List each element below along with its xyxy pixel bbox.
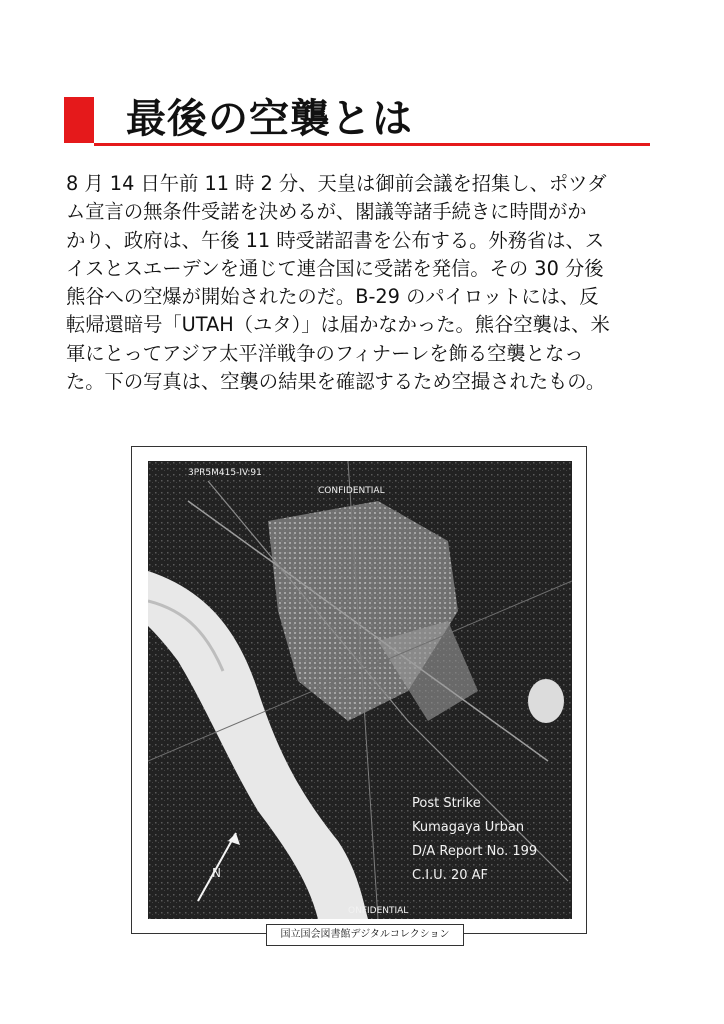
body-paragraph bbox=[66, 170, 666, 396]
body-line: 軍にとってアジア太平洋戦争のフィナーレを飾る空襲となっ bbox=[66, 341, 584, 365]
body-line: 8 月 14 日午前 11 時 2 分、天皇は御前会議を招集し、ポツダ bbox=[66, 172, 607, 195]
annotation-line: D/A Report No. 199 bbox=[412, 844, 538, 859]
body-line: イスとスエーデンを通じて連合国に受諾を発信。その 30 分後 bbox=[66, 256, 604, 280]
body-line: 転帰還暗号「UTAH（ユタ）」は届かなかった。熊谷空襲は、米 bbox=[66, 313, 610, 337]
page-title: 最後の空襲とは bbox=[126, 96, 413, 142]
title-underline bbox=[94, 143, 650, 146]
aerial-photo bbox=[148, 461, 572, 919]
body-line: 熊谷への空爆が開始されたのだ。B-29 のパイロットには、反 bbox=[66, 285, 599, 309]
body-line: かり、政府は、午後 11 時受諾詔書を公布する。外務省は、ス bbox=[66, 228, 605, 252]
annotation-line: Post Strike bbox=[412, 796, 481, 811]
annotation-line: C.I.U. 20 AF bbox=[412, 868, 489, 883]
body-line: ム宣言の無条件受諾を決めるが、閣議等諸手続きに時間がか bbox=[66, 200, 587, 224]
north-arrow-label: N bbox=[212, 866, 221, 880]
aerial-photo-image bbox=[148, 461, 572, 919]
annotation-line: Kumagaya Urban bbox=[412, 820, 525, 835]
photo-confidential-top: CONFIDENTIAL bbox=[318, 486, 385, 496]
photo-code: 3PR5M415-IV:91 bbox=[188, 468, 262, 478]
aerial-photo-frame bbox=[131, 446, 587, 934]
title-accent-bar bbox=[64, 97, 94, 143]
photo-confidential-bottom: ONFIDENTIAL bbox=[348, 906, 409, 916]
body-line: た。下の写真は、空襲の結果を確認するため空撮されたもの。 bbox=[66, 370, 606, 394]
photo-credit: 国立国会図書館デジタルコレクション bbox=[266, 924, 464, 946]
